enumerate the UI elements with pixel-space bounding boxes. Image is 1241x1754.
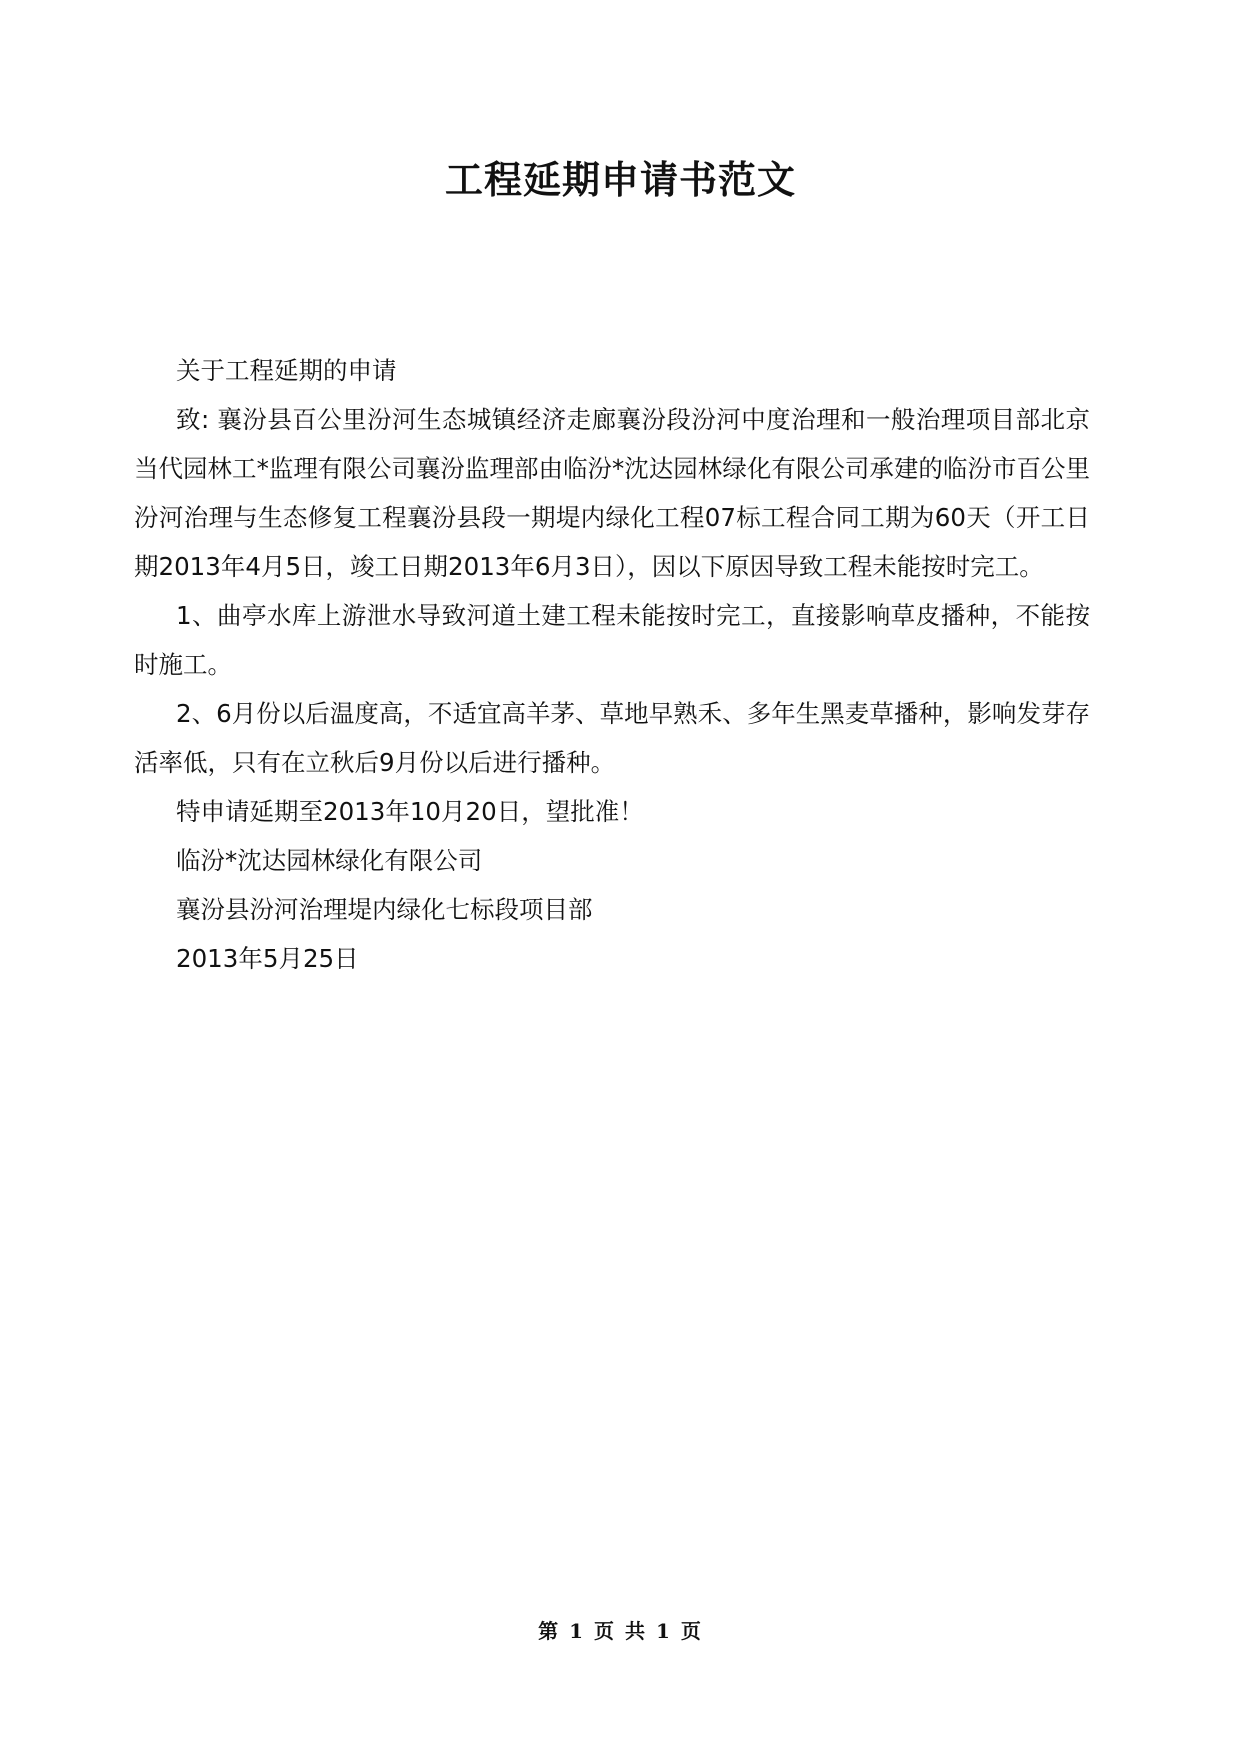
signature-department: 襄汾县汾河治理堤内绿化七标段项目部 [176, 895, 593, 924]
subject-line: 关于工程延期的申请 [176, 356, 397, 385]
request-line: 特申请延期至2013年10月20日，望批准！ [176, 797, 644, 826]
page-number: 第 1 页 共 1 页 [538, 1619, 703, 1643]
reason-item-1: 1、曲亭水库上游泄水导致河道土建工程未能按时完工，直接影响草皮播种，不能按时施工。 [134, 601, 1090, 679]
main-paragraph: 致: 襄汾县百公里汾河生态城镇经济走廊襄汾段汾河中度治理和一般治理项目部北京当代园林工*监理有限公司襄汾监理部由临汾*沈达园林绿化有限公司承建的临汾市百公里汾河治理与生态修复工程襄汾县段一期堤内绿化工程07标工程合同工期为60天（开工日期2013年4月5日，竣工日期2013年6月3日），因以下原因导致工程未能按时完工。 [134, 405, 1090, 581]
signature-date: 2013年5月25日 [176, 944, 359, 973]
document-body [134, 346, 1090, 983]
document-title: 工程延期申请书范文 [444, 158, 796, 202]
signature-company: 临汾*沈达园林绿化有限公司 [176, 846, 483, 875]
reason-item-2: 2、6月份以后温度高，不适宜高羊茅、草地早熟禾、多年生黑麦草播种，影响发芽存活率低，只有在立秋后9月份以后进行播种。 [134, 699, 1090, 777]
